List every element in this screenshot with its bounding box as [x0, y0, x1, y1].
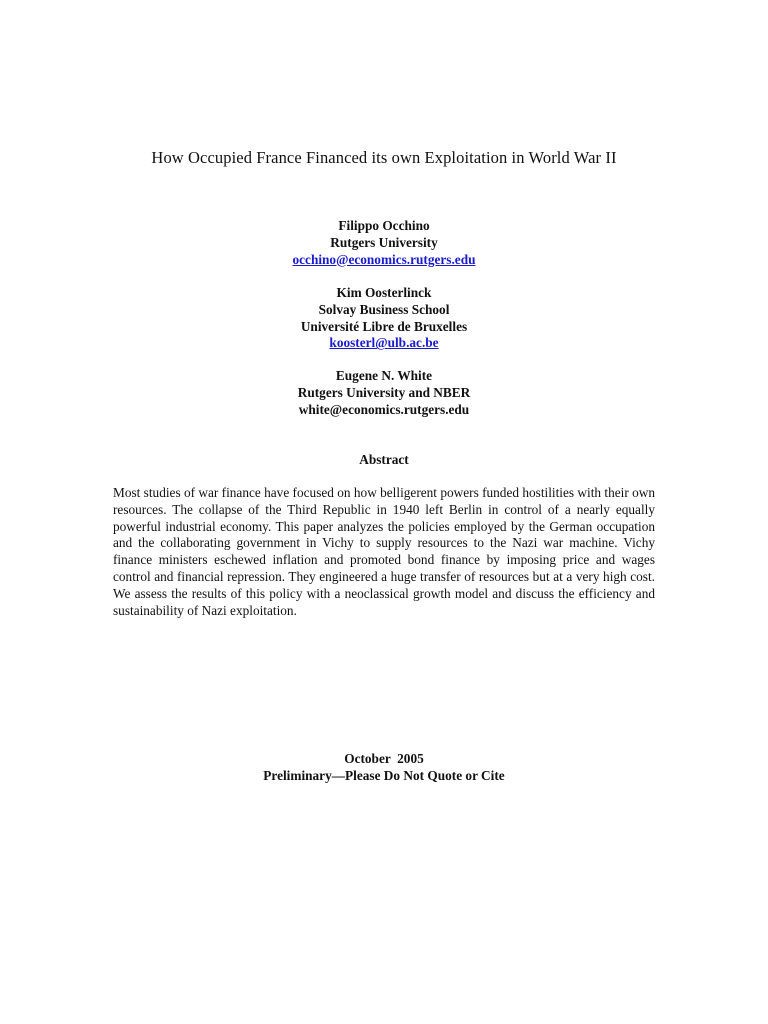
author-email-link[interactable]: koosterl@ulb.ac.be	[329, 335, 439, 351]
author-block-oosterlinck	[0, 285, 768, 352]
author-email: white@economics.rutgers.edu	[298, 401, 470, 417]
author-affiliation: Rutgers University	[330, 234, 438, 250]
author-affiliation: Université Libre de Bruxelles	[300, 318, 468, 334]
publication-date: October 2005	[344, 751, 424, 766]
author-email-link[interactable]: occhino@economics.rutgers.edu	[292, 251, 476, 267]
author-affiliation: Solvay Business School	[318, 301, 450, 317]
paper-title: How Occupied France Financed its own Exploitation in World War II	[151, 148, 617, 167]
author-name: Filippo Occhino	[338, 218, 430, 233]
abstract-heading: Abstract	[359, 452, 409, 467]
preliminary-note: Preliminary—Please Do Not Quote or Cite	[263, 767, 505, 783]
author-block-occhino	[0, 218, 768, 268]
abstract-text: Most studies of war finance have focused on how belligerent powers funded hostilities with their own resources. The collapse of the Third Republic in 1940 left Berlin in control of a nearly equally powerful industrial economy. This paper analyzes the policies employed by the German occupation and the collaborating government in Vichy to supply resources to the Nazi war machine. Vichy finance ministers eschewed inflation and promoted bond finance by imposing price and wages control and financial repression. They engineered a huge transfer of resources but at a very high cost. We assess the results of this policy with a neoclassical growth model and discuss the efficiency and sustainability of Nazi exploitation.	[113, 485, 655, 618]
author-block-white	[0, 368, 768, 418]
author-name: Eugene N. White	[335, 368, 433, 383]
author-affiliation: Rutgers University and NBER	[297, 384, 471, 400]
date-and-status	[0, 751, 768, 785]
author-name: Kim Oosterlinck	[336, 285, 432, 300]
